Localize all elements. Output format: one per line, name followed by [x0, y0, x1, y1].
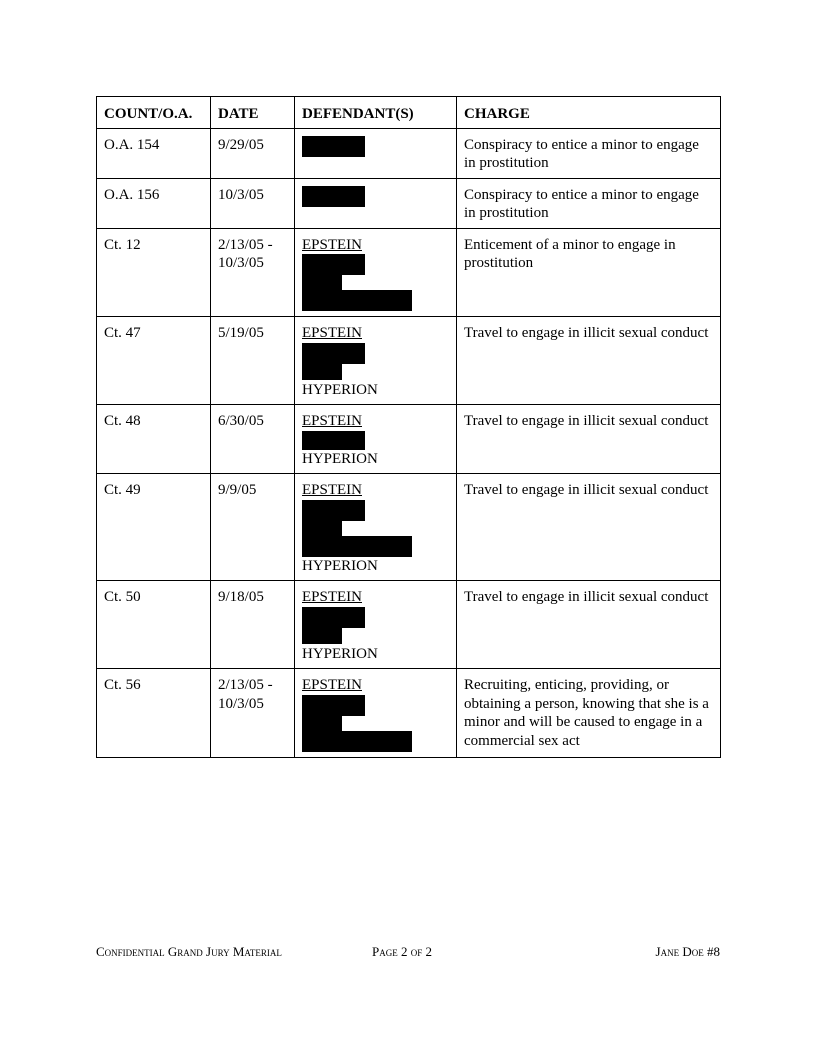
redaction-block	[302, 343, 449, 381]
defendants-cell	[295, 228, 457, 317]
count-cell: Ct. 50	[97, 581, 211, 669]
date-cell: 9/29/05	[211, 128, 295, 178]
table-header-row	[97, 97, 721, 129]
table-row	[97, 669, 721, 758]
redaction-block	[302, 607, 449, 645]
date-cell: 9/18/05	[211, 581, 295, 669]
date-cell: 2/13/05 - 10/3/05	[211, 669, 295, 758]
table-row	[97, 581, 721, 669]
date-cell: 5/19/05	[211, 317, 295, 405]
date-cell: 2/13/05 - 10/3/05	[211, 228, 295, 317]
defendants-cell	[295, 178, 457, 228]
charge-cell: Travel to engage in illicit sexual conduct	[457, 581, 721, 669]
defendants-cell	[295, 669, 457, 758]
count-cell: Ct. 56	[97, 669, 211, 758]
defendant-name: HYPERION	[302, 557, 378, 574]
charge-cell: Travel to engage in illicit sexual conduct	[457, 405, 721, 474]
column-header-date: DATE	[211, 97, 295, 129]
defendant-name: HYPERION	[302, 450, 378, 467]
redaction-block	[302, 186, 449, 208]
defendants-cell	[295, 405, 457, 474]
table-row	[97, 178, 721, 228]
defendants-cell	[295, 474, 457, 581]
defendant-name: EPSTEIN	[302, 589, 362, 605]
redaction-block	[302, 254, 449, 311]
charge-cell: Travel to engage in illicit sexual conduct	[457, 474, 721, 581]
count-cell: Ct. 48	[97, 405, 211, 474]
date-cell: 10/3/05	[211, 178, 295, 228]
column-header-charge: CHARGE	[457, 97, 721, 129]
defendant-name: HYPERION	[302, 645, 378, 662]
table-row	[97, 317, 721, 405]
date-cell: 9/9/05	[211, 474, 295, 581]
defendant-name: EPSTEIN	[302, 677, 362, 693]
defendant-name: EPSTEIN	[302, 413, 362, 429]
charge-cell: Conspiracy to entice a minor to engage in prostitution	[457, 178, 721, 228]
charge-cell: Conspiracy to entice a minor to engage in prostitution	[457, 128, 721, 178]
table-row	[97, 228, 721, 317]
footer-case-label: Jane Doe #8	[655, 944, 720, 959]
defendant-name: EPSTEIN	[302, 325, 362, 341]
count-cell: Ct. 47	[97, 317, 211, 405]
charges-table	[96, 96, 721, 758]
defendant-name: HYPERION	[302, 381, 378, 398]
defendant-name: EPSTEIN	[302, 482, 362, 498]
count-cell: Ct. 49	[97, 474, 211, 581]
redaction-block	[302, 431, 449, 450]
date-cell: 6/30/05	[211, 405, 295, 474]
defendants-cell	[295, 317, 457, 405]
table-row	[97, 474, 721, 581]
defendants-cell	[295, 581, 457, 669]
count-cell: O.A. 156	[97, 178, 211, 228]
column-header-defendants: DEFENDANT(S)	[295, 97, 457, 129]
footer-page-number: Page 2 of 2	[372, 944, 432, 959]
count-cell: Ct. 12	[97, 228, 211, 317]
redaction-block	[302, 500, 449, 557]
count-cell: O.A. 154	[97, 128, 211, 178]
table-row	[97, 405, 721, 474]
redaction-block	[302, 695, 449, 752]
charge-cell: Travel to engage in illicit sexual conduct	[457, 317, 721, 405]
defendants-cell	[295, 128, 457, 178]
charge-cell: Enticement of a minor to engage in prostitution	[457, 228, 721, 317]
charge-cell: Recruiting, enticing, providing, or obtaining a person, knowing that she is a minor and will be caused to engage in a commercial sex act	[457, 669, 721, 758]
footer-confidential-label: Confidential Grand Jury Material	[96, 944, 282, 959]
table-row	[97, 128, 721, 178]
redaction-block	[302, 136, 449, 158]
column-header-count: COUNT/O.A.	[97, 97, 211, 129]
defendant-name: EPSTEIN	[302, 236, 362, 253]
